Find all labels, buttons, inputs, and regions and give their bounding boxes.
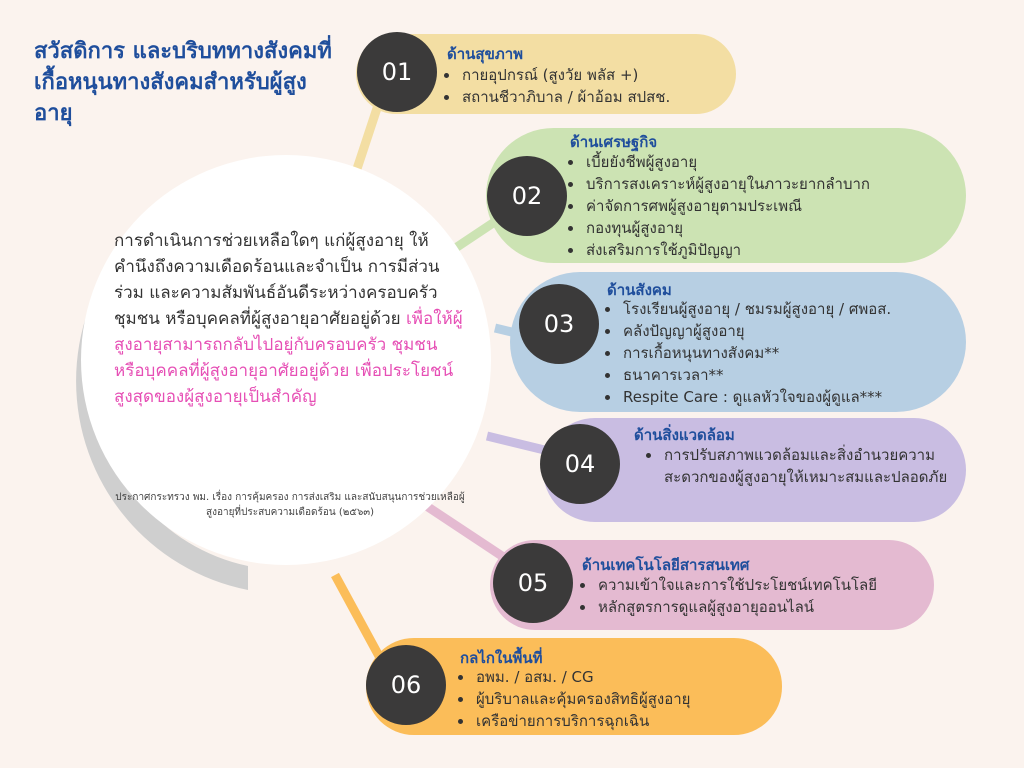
list-item: • Respite Care : ดูแลหัวใจของผู้ดูแล*** <box>621 386 891 408</box>
list-item: • ความเข้าใจและการใช้ประโยชน์เทคโนโลยี <box>596 574 877 596</box>
center-text-normal: การดำเนินการช่วยเหลือใดๆ แก่ผู้สูงอายุ ให้คำนึงถึงความเดือดร้อนและจำเป็น การมีส่วนร่วม และความสัมพันธ์อันดีระหว่างครอบครัว ชุมชน หรือบุคคลที่ผู้สูงอายุอาศัยอยู่ด้วย <box>114 231 440 329</box>
section-04-list <box>640 444 962 488</box>
list-item: • ผู้บริบาลและคุ้มครองสิทธิผู้สูงอายุ <box>474 688 690 710</box>
list-item: • การเกื้อหนุนทางสังคม** <box>621 342 891 364</box>
section-04-number: 04 <box>540 424 620 504</box>
section-04-title: ด้านสิ่งแวดล้อม <box>634 426 735 444</box>
center-description <box>114 228 464 410</box>
list-item: • เครือข่ายการบริการฉุกเฉิน <box>474 710 690 732</box>
section-01-title: ด้านสุขภาพ <box>447 45 524 63</box>
list-item: • หลักสูตรการดูแลผู้สูงอายุออนไลน์ <box>596 596 877 618</box>
list-item: • กายอุปกรณ์ (สูงวัย พลัส +) <box>460 64 670 86</box>
list-item: • สถานชีวาภิบาล / ผ้าอ้อม สปสช. <box>460 86 670 108</box>
list-item: • คลังปัญญาผู้สูงอายุ <box>621 320 891 342</box>
list-item: • ค่าจัดการศพผู้สูงอายุตามประเพณี <box>584 195 870 217</box>
list-item: • อพม. / อสม. / CG <box>474 666 690 688</box>
section-02-title: ด้านเศรษฐกิจ <box>570 133 658 151</box>
section-06-title: กลไกในพื้นที่ <box>460 649 543 667</box>
list-item: • การปรับสภาพแวดล้อมและสิ่งอำนวยความสะดวกของผู้สูงอายุให้เหมาะสมและปลอดภัย <box>662 444 962 488</box>
section-01-list <box>438 64 670 108</box>
section-02-number: 02 <box>487 156 567 236</box>
list-item: • กองทุนผู้สูงอายุ <box>584 217 870 239</box>
section-03-list <box>599 298 891 408</box>
list-item: • ส่งเสริมการใช้ภูมิปัญญา <box>584 239 870 261</box>
page-title: สวัสดิการ และบริบททางสังคมที่เกื้อหนุนทางสังคมสำหรับผู้สูงอายุ <box>34 39 332 126</box>
section-05-title: ด้านเทคโนโลยีสารสนเทศ <box>582 556 750 574</box>
section-06-number: 06 <box>366 645 446 725</box>
section-05-list <box>574 574 877 618</box>
section-02-list <box>562 151 870 261</box>
source-citation: ประกาศกระทรวง พม. เรื่อง การคุ้มครอง การส่งเสริม และสนับสนุนการช่วยเหลือผู้สูงอายุที่ประสบความเดือดร้อน (๒๕๖๓) <box>115 492 465 518</box>
center-text-highlight: เพื่อให้ผู้สูงอายุสามารถกลับไปอยู่กับครอบครัว ชุมชน หรือบุคคลที่ผู้สูงอายุอาศัยอยู่ด้วย เพื่อประโยชน์สูงสุดของผู้สูงอายุเป็นสำคัญ <box>114 309 463 407</box>
list-item: • โรงเรียนผู้สูงอายุ / ชมรมผู้สูงอายุ / ศพอส. <box>621 298 891 320</box>
list-item: • ธนาคารเวลา** <box>621 364 891 386</box>
list-item: • เบี้ยยังชีพผู้สูงอายุ <box>584 151 870 173</box>
section-03-title: ด้านสังคม <box>607 281 672 299</box>
section-06-list <box>452 666 690 732</box>
section-05-number: 05 <box>493 543 573 623</box>
list-item: • บริการสงเคราะห์ผู้สูงอายุในภาวะยากลำบาก <box>584 173 870 195</box>
section-01-number: 01 <box>357 32 437 112</box>
section-03-number: 03 <box>519 284 599 364</box>
